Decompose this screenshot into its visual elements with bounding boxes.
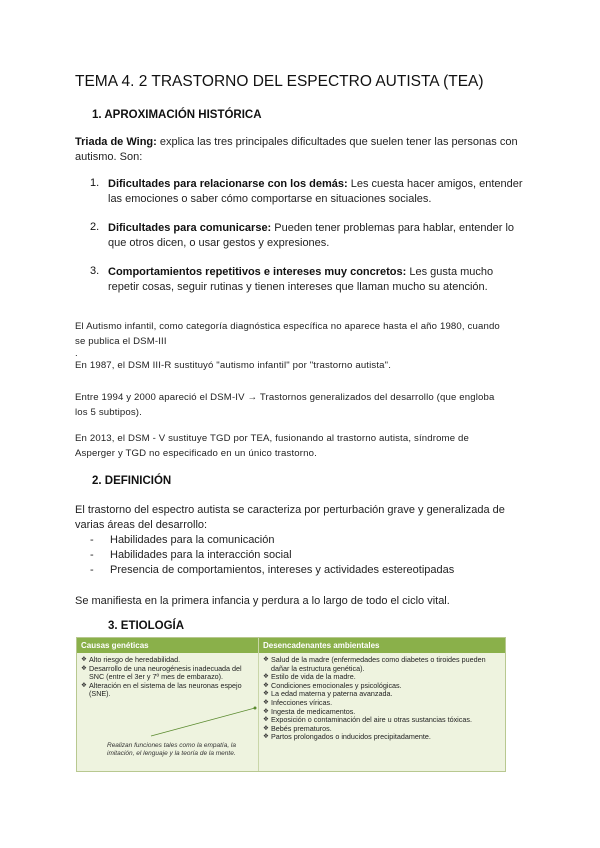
list-item: ❖ Alto riesgo de heredabilidad. [81,656,253,665]
neuronas-espejo-note: Realizan funciones tales como la empatía, la imitación, el lenguaje y la teoría de la mente. [107,742,236,757]
history-paragraph: En 2013, el DSM - V sustituye TGD por TEA, fusionando al trastorno autista, síndrome de Asperger y TGD no especificado en un único trastorno. [75,433,469,459]
table-header-genetic: Causas genéticas [77,638,259,653]
table-header-environmental: Desencadenantes ambientales [259,638,505,653]
page-title: TEMA 4. 2 TRASTORNO DEL ESPECTRO AUTISTA (TEA) [75,73,484,90]
list-item: ❖ Partos prolongados o inducidos precipitadamente. [263,733,499,742]
closing-paragraph: Se manifiesta en la primera infancia y perdura a lo largo de todo el ciclo vital. [75,595,450,607]
etiology-table [76,637,506,772]
list-item: - Presencia de comportamientos, intereses y actividades estereotipadas [90,564,455,576]
list-item: ❖ Bebés prematuros. [263,725,499,734]
section-heading-etiologia: 3. ETIOLOGÍA [108,620,185,632]
list-item: ❖ Alteración en el sistema de las neuronas espejo (SNE). [81,682,253,699]
definition-list [90,533,530,578]
list-item: ❖ Ingesta de medicamentos. [263,708,499,717]
note-arrow-icon [147,704,267,740]
section-heading-definicion: 2. DEFINICIÓN [92,475,172,487]
list-item: - Habilidades para la interacción social [90,549,292,561]
triada-item: 2. Dificultades para comunicarse: Pueden tener problemas para hablar, entender lo que otros dicen, o usar gestos y expresiones. [90,221,515,249]
triada-label: Triada de Wing: [75,136,157,148]
genetic-causes-list [81,656,253,699]
environmental-triggers-list [263,656,499,742]
section-heading-historia: 1. APROXIMACIÓN HISTÓRICA [92,109,262,121]
list-item: - Habilidades para la comunicación [90,534,275,546]
history-paragraph: Entre 1994 y 2000 apareció el DSM-IV → Trastornos generalizados del desarrollo (que engloba los 5 subtipos). [75,392,495,418]
list-item: ❖ Exposición o contaminación del aire u otras sustancias tóxicas. [263,716,499,725]
definition-paragraph: El trastorno del espectro autista se caracteriza por perturbación grave y generalizada de varias áreas del desarrollo: [75,504,505,531]
list-item: ❖ Salud de la madre (enfermedades como diabetes o tiroides pueden dañar la estructura genética). [263,656,499,673]
list-item: ❖ Desarrollo de una neurogénesis inadecuada del SNC (entre el 3er y 7º mes de embarazo). [81,665,253,682]
list-item: ❖ Estilo de vida de la madre. [263,673,499,682]
triada-item: 3. Comportamientos repetitivos e intereses muy concretos: Les gusta mucho repetir cosas, seguir rutinas y tienen intereses que llaman mucho su atención. [90,265,494,293]
triada-item: 1. Dificultades para relacionarse con los demás: Les cuesta hacer amigos, entender las emociones o saber cómo comportarse en situaciones sociales. [90,177,523,205]
list-item: ❖ Infecciones víricas. [263,699,499,708]
history-paragraph: El Autismo infantil, como categoría diagnóstica específica no aparece hasta el año 1980, cuando se publica el DSM-III . En 1987, el DSM III-R sustituyó "autismo infantil" por "trastorno autista". [75,321,500,371]
list-item: ❖ La edad materna y paterna avanzada. [263,690,499,699]
triada-intro: Triada de Wing: explica las tres principales dificultades que suelen tener las personas con autismo. Son: [75,136,518,163]
list-item: ❖ Condiciones emocionales y psicológicas. [263,682,499,691]
